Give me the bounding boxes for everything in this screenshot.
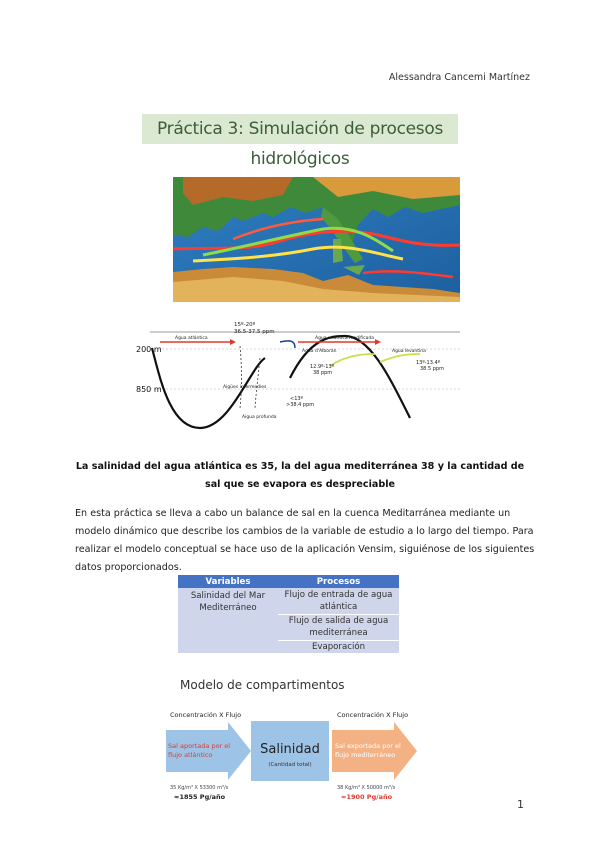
inflow-value: ≈1855 Pg/año: [174, 793, 226, 801]
page-title: Práctica 3: Simulación de procesos hidrológicos: [142, 114, 458, 144]
table-header-variables: Variables: [178, 575, 278, 588]
sal-top: 36.5-37.5 ppm: [234, 329, 275, 335]
levantine-water-label: Agua levantina: [392, 349, 426, 354]
salinity-box-subtitle: (Cantidad total): [268, 762, 312, 768]
table-cell-process: Flujo de entrada de agua atlántica: [278, 588, 399, 614]
atlantic-water-label: Agua atlántica: [175, 336, 208, 341]
table-cell-variable: Salinidad del Mar Mediterráneo: [178, 588, 278, 653]
model-title: Modelo de compartimentos: [180, 678, 345, 692]
left-flux-label: Concentración X Flujo: [170, 711, 242, 719]
sal-deep: >38.4 ppm: [286, 402, 315, 408]
table-cell-process: Flujo de salida de agua mediterránea: [278, 614, 399, 640]
sal-right: 38.5 ppm: [420, 366, 444, 372]
salinity-statement: La salinidad del agua atlántica es 35, la del agua mediterránea 38 y la cantidad de sal que se evapora es despreciable: [75, 461, 525, 490]
deep-water-label: Aigua profunda: [242, 415, 277, 420]
outflow-formula: 38 Kg/m³ X 50000 m³/s: [337, 785, 396, 791]
temp-deep: <13º: [290, 396, 303, 402]
alboran-water-label: Agua d'Alborán: [302, 349, 337, 354]
modified-water-label: Agua atlántica modificada: [315, 336, 374, 341]
table-cell-process: Evaporación: [278, 640, 399, 653]
variables-table: [178, 575, 399, 653]
author-name: Alessandra Cancemi Martínez: [388, 72, 530, 83]
outflow-value: ≈1900 Pg/año: [341, 793, 393, 801]
right-flux-label: Concentración X Flujo: [337, 711, 409, 719]
salinity-box-title: Salinidad: [260, 742, 320, 757]
depth-label-850: 850 m: [136, 385, 162, 394]
inflow-arrow-text: Sal aportada por el flujo atlántico: [168, 742, 231, 759]
water-mass-profile-figure: [130, 318, 460, 430]
sal-mid: 38 ppm: [313, 370, 333, 376]
mediterranean-map-image: [173, 177, 460, 302]
intermediate-label: Aigües intermedies: [223, 385, 267, 390]
table-header-processes: Procesos: [278, 575, 399, 588]
depth-label-200: 200 m: [136, 345, 162, 354]
temp-mid: 12.9º-13º: [310, 364, 335, 370]
outflow-arrow-text: Sal exportada por el flujo mediterráneo: [335, 742, 401, 759]
intro-paragraph: En esta práctica se lleva a cabo un balance de sal en la cuenca Meditarránea mediante un modelo dinámico que describe los cambios de la variable de estudio a lo largo del tiempo. Para realizar el modelo conceptual se hace uso de la aplicación Vensim, siguiénose de los siguientes datos proporcionados.: [75, 508, 535, 573]
inflow-formula: 35 Kg/m³ X 53300 m³/s: [170, 785, 229, 791]
temp-right: 13º-13.4º: [416, 360, 441, 366]
page-number: 1: [517, 798, 524, 811]
temp-top: 15º-20º: [234, 322, 256, 328]
